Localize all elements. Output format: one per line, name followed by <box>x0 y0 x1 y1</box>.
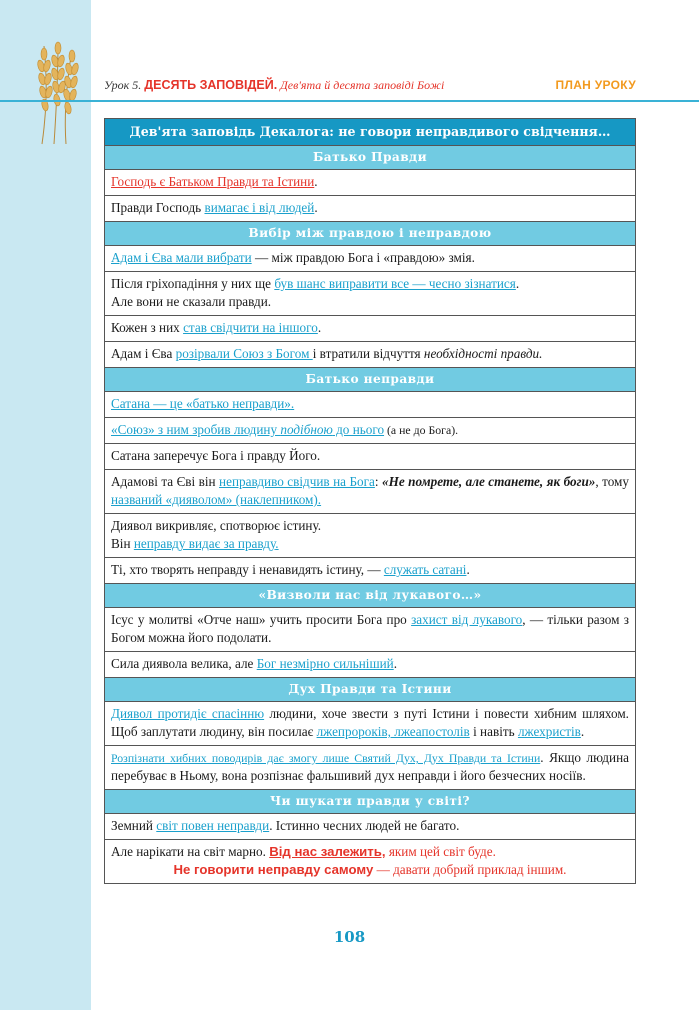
table-row: «Союз» з ним зробив людину подібною до нього (а не до Бога). <box>105 418 636 444</box>
highlight-text: Сатана — це «батько неправди» <box>111 396 291 411</box>
table-row: Адам і Єва мали вибрати — між правдою Бога і «правдою» змія. <box>105 246 636 272</box>
highlight-text: неправдиво свідчив на Бога <box>219 474 375 489</box>
table-row: Ті, хто творять неправду і ненавидять істину, — служать сатані. <box>105 558 636 584</box>
highlight-text: Розпізнати хибних поводирів дає змогу лише Святий Дух, Дух Правди та Істини <box>111 751 541 765</box>
table-row: Диявол викривляє, спотворює істину. Він неправду видає за правду. <box>105 514 636 558</box>
highlight-text: був шанс виправити все — чесно зізнатися <box>274 276 516 291</box>
highlight-text: лжепророків, лжеапостолів <box>316 724 470 739</box>
section-header-father-of-truth: Батько Правди <box>105 146 636 170</box>
highlight-text: лжехристів <box>517 724 581 739</box>
table-row: Адамові та Єві він неправдиво свідчив на Бога: «Не помрете, але станете, як боги», тому названий «дияволом» (наклепником). <box>105 470 636 514</box>
header-divider <box>0 100 699 102</box>
section-header-row <box>105 146 636 170</box>
lesson-subtitle: Дев'ята й десята заповіді Божі <box>280 78 445 92</box>
table-row: Ісус у молитві «Отче наш» учить просити Бога про захист від лукавого, — тільки разом з Богом можна його подолати. <box>105 608 636 652</box>
table-row: Правди Господь вимагає і від людей. <box>105 196 636 222</box>
table-row: Сатана — це «батько неправди». <box>105 392 636 418</box>
highlight-text: неправду видає за правду <box>133 536 276 551</box>
section-header-seek-truth: Чи шукати правди у світі? <box>105 790 636 814</box>
highlight-text: розірвали Союз з Богом <box>175 346 313 361</box>
lesson-title: ДЕСЯТЬ ЗАПОВІДЕЙ. <box>144 78 278 92</box>
section-header-row <box>105 584 636 608</box>
table-row: Земний світ повен неправди. Істинно чесних людей не багато. <box>105 814 636 840</box>
section-header-spirit-of-truth: Дух Правди та Істини <box>105 678 636 702</box>
table-row: Адам і Єва розірвали Союз з Богом і втратили відчуття необхідності правди. <box>105 342 636 368</box>
page-sidebar <box>0 0 91 1010</box>
table-row: Сила диявола велика, але Бог незмірно сильніший. <box>105 652 636 678</box>
highlight-text: Адам і Єва мали вибрати <box>111 250 252 265</box>
table-row: Після гріхопадіння у них ще був шанс виправити все — чесно зізнатися. Але вони не сказали правди. <box>105 272 636 316</box>
table-main-header: Дев'ята заповідь Декалога: не говори неправдивого свідчення… <box>105 119 636 146</box>
lesson-number: Урок 5. <box>104 78 142 92</box>
table-main-header-row <box>105 119 636 146</box>
highlight-text: названий «дияволом» (наклепником) <box>111 492 318 507</box>
section-header-row <box>105 222 636 246</box>
table-row: Розпізнати хибних поводирів дає змогу лише Святий Дух, Дух Правди та Істини. Якщо людина перебуває в Ньому, вона розпізнає фальшивий дух неправди і його безчесних носіїв. <box>105 746 636 790</box>
highlight-text: Господь є Батьком Правди та Істини <box>111 174 315 189</box>
highlight-text: «Союз» з ним зробив людину <box>111 422 281 437</box>
section-header-row <box>105 368 636 392</box>
table-row: Але нарікати на світ марно. Від нас залежить, яким цей світ буде. Не говорити неправду самому — давати добрий приклад іншим. <box>105 840 636 884</box>
section-header-row <box>105 678 636 702</box>
lesson-plan-table <box>104 118 636 884</box>
highlight-text: світ повен неправди <box>156 818 270 833</box>
table-row: Сатана заперечує Бога і правду Його. <box>105 444 636 470</box>
highlight-text: вимагає і від людей <box>204 200 315 215</box>
section-header-row <box>105 790 636 814</box>
highlight-text: Від нас залежить, <box>269 844 386 859</box>
section-header-deliver-us: «Визволи нас від лукавого…» <box>105 584 636 608</box>
highlight-text: Не говорити неправду самому <box>173 862 374 877</box>
highlight-text: захист від лукавого <box>411 612 523 627</box>
highlight-text: Диявол протидіє спасінню <box>111 706 265 721</box>
section-header-choice: Вибір між правдою і неправдою <box>105 222 636 246</box>
table-row: Господь є Батьком Правди та Істини. <box>105 170 636 196</box>
section-header-father-of-lies: Батько неправди <box>105 368 636 392</box>
table-row: Диявол протидіє спасінню людини, хоче звести з путі Істини і повести хибним шляхом. Щоб заплутати людину, він посилає лжепророків, лжеапостолів і навіть лжехристів. <box>105 702 636 746</box>
highlight-text: служать сатані <box>383 562 467 577</box>
table-row: Кожен з них став свідчити на іншого. <box>105 316 636 342</box>
wheat-icon <box>28 36 88 146</box>
highlight-text: Бог незмірно сильніший <box>256 656 394 671</box>
lesson-plan-label: ПЛАН УРОКУ <box>555 78 636 92</box>
page-number: 108 <box>333 928 366 946</box>
lesson-header <box>104 78 636 98</box>
highlight-text: став свідчити на іншого <box>183 320 318 335</box>
